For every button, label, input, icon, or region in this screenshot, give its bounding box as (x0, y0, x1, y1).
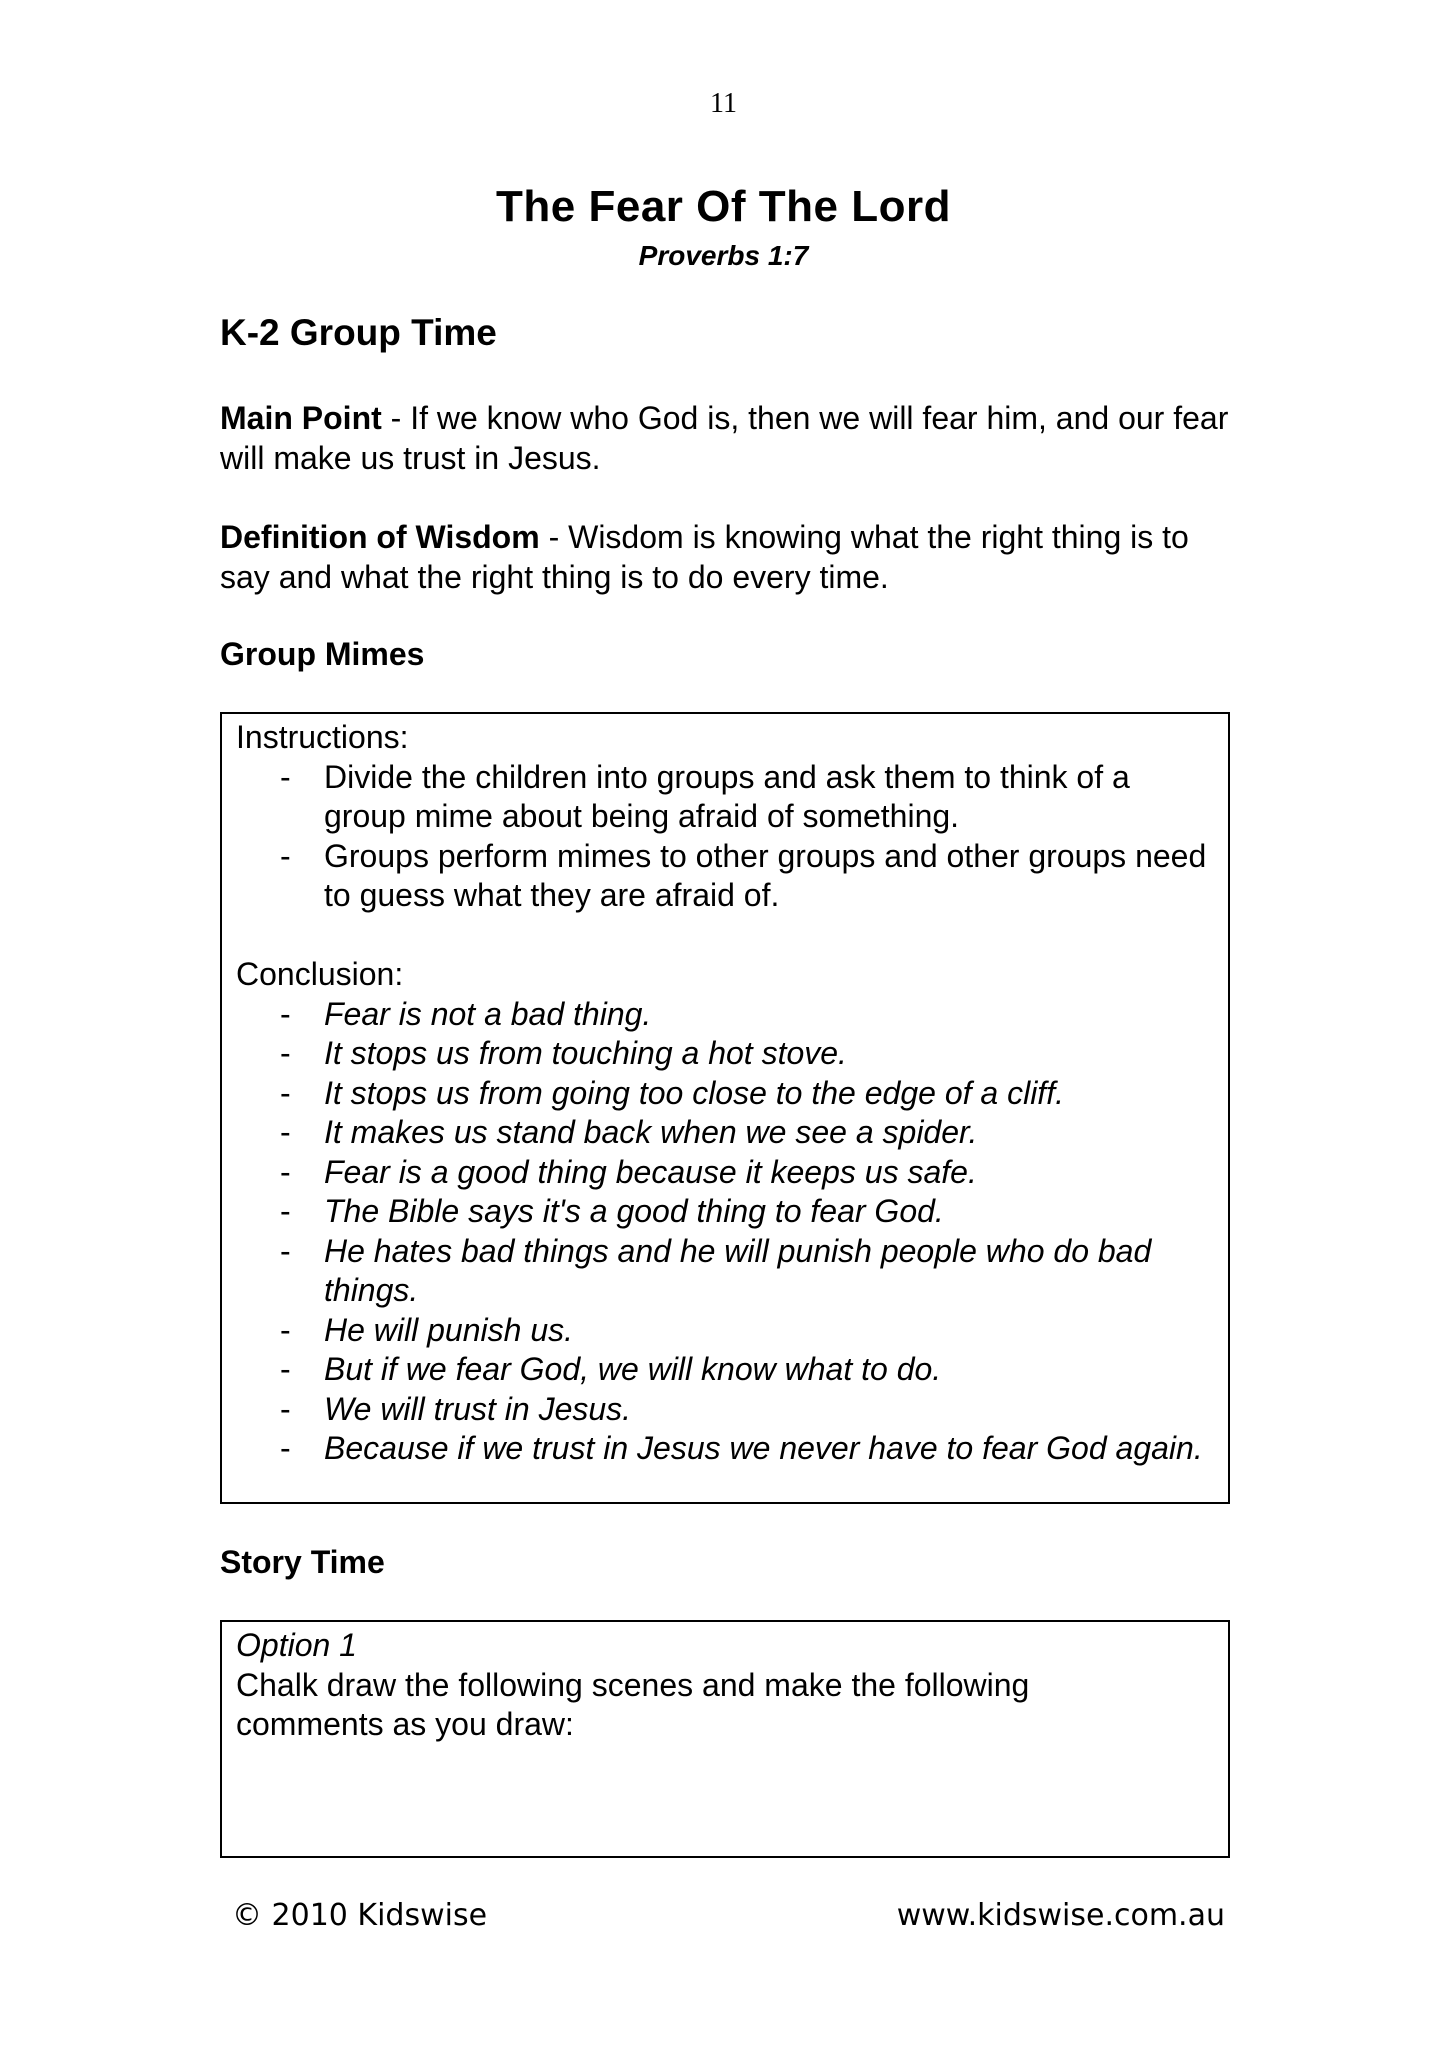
dash-bullet: - (280, 1351, 291, 1387)
dash-bullet: - (280, 1035, 291, 1071)
list-item (236, 1153, 1214, 1193)
dash-bullet: - (280, 1153, 291, 1190)
page-title: The Fear Of The Lord (496, 182, 951, 231)
group-mimes-heading: Group Mimes (220, 636, 425, 672)
section-heading: K-2 Group Time (220, 312, 497, 353)
main-point-label: Main Point (220, 400, 382, 436)
list-item-text: Groups perform mimes to other groups and other groups need to guess what they are afraid of. (324, 837, 1207, 913)
list-item (236, 1192, 1214, 1232)
instructions-list (236, 758, 1214, 916)
story-time-heading: Story Time (220, 1544, 385, 1580)
dash-bullet: - (280, 995, 291, 1032)
list-item-text: Because if we trust in Jesus we never have to fear God again. (324, 1430, 1203, 1466)
dash-bullet: - (280, 837, 291, 874)
dash-bullet: - (280, 758, 291, 795)
list-item (236, 1232, 1214, 1311)
list-item-text: Divide the children into groups and ask them to think of a group mime about being afraid of something. (324, 758, 1130, 834)
conclusion-list (236, 995, 1214, 1469)
dash-bullet: - (280, 1311, 291, 1348)
list-item-text: He will punish us. (324, 1311, 573, 1348)
dash-bullet: - (280, 1390, 291, 1427)
list-item (236, 1350, 1214, 1390)
scripture-reference: Proverbs 1:7 (638, 240, 809, 271)
definition-label: Definition of Wisdom (220, 519, 540, 555)
list-item (236, 1074, 1214, 1114)
website: www.kidswise.com.au (896, 1898, 1225, 1933)
dash-bullet: - (280, 1114, 291, 1150)
dash-bullet: - (280, 1430, 291, 1466)
dash-bullet: - (280, 1074, 291, 1111)
list-item (236, 758, 1214, 837)
instructions-label: Instructions: (236, 719, 409, 755)
dash-bullet: - (280, 1193, 291, 1229)
story-time-box (220, 1620, 1230, 1858)
list-item-text: It stops us from going too close to the edge of a cliff. (324, 1074, 1064, 1111)
list-item-text: Fear is a good thing because it keeps us safe. (324, 1153, 977, 1190)
list-item (236, 995, 1214, 1035)
list-item-text: But if we fear God, we will know what to do. (324, 1351, 942, 1387)
copyright: © 2010 Kidswise (232, 1898, 488, 1933)
option-label: Option 1 (236, 1627, 357, 1663)
list-item-text: We will trust in Jesus. (324, 1390, 632, 1427)
conclusion-label: Conclusion: (236, 956, 404, 992)
list-item (236, 1390, 1214, 1430)
main-point-paragraph (220, 398, 1240, 478)
dash-bullet: - (280, 1232, 291, 1269)
definition-paragraph (220, 517, 1240, 597)
list-item-text: The Bible says it's a good thing to fear God. (324, 1193, 944, 1229)
list-item-text: He hates bad things and he will punish people who do bad things. (324, 1232, 1152, 1308)
list-item (236, 837, 1214, 916)
definition-text: - Wisdom is knowing what the right thing is to say and what the right thing is to do every time. (220, 519, 1189, 595)
list-item (236, 1113, 1214, 1153)
story-time-text: Chalk draw the following scenes and make the following comments as you draw: (236, 1666, 1030, 1742)
list-item-text: It makes us stand back when we see a spider. (324, 1114, 978, 1150)
page-number: 11 (710, 88, 737, 119)
main-point-text: - If we know who God is, then we will fear him, and our fear will make us trust in Jesus. (220, 400, 1229, 476)
list-item-text: Fear is not a bad thing. (324, 995, 652, 1032)
list-item (236, 1311, 1214, 1351)
list-item-text: It stops us from touching a hot stove. (324, 1035, 847, 1071)
list-item (236, 1034, 1214, 1074)
list-item (236, 1429, 1214, 1469)
group-mimes-box (220, 712, 1230, 1504)
